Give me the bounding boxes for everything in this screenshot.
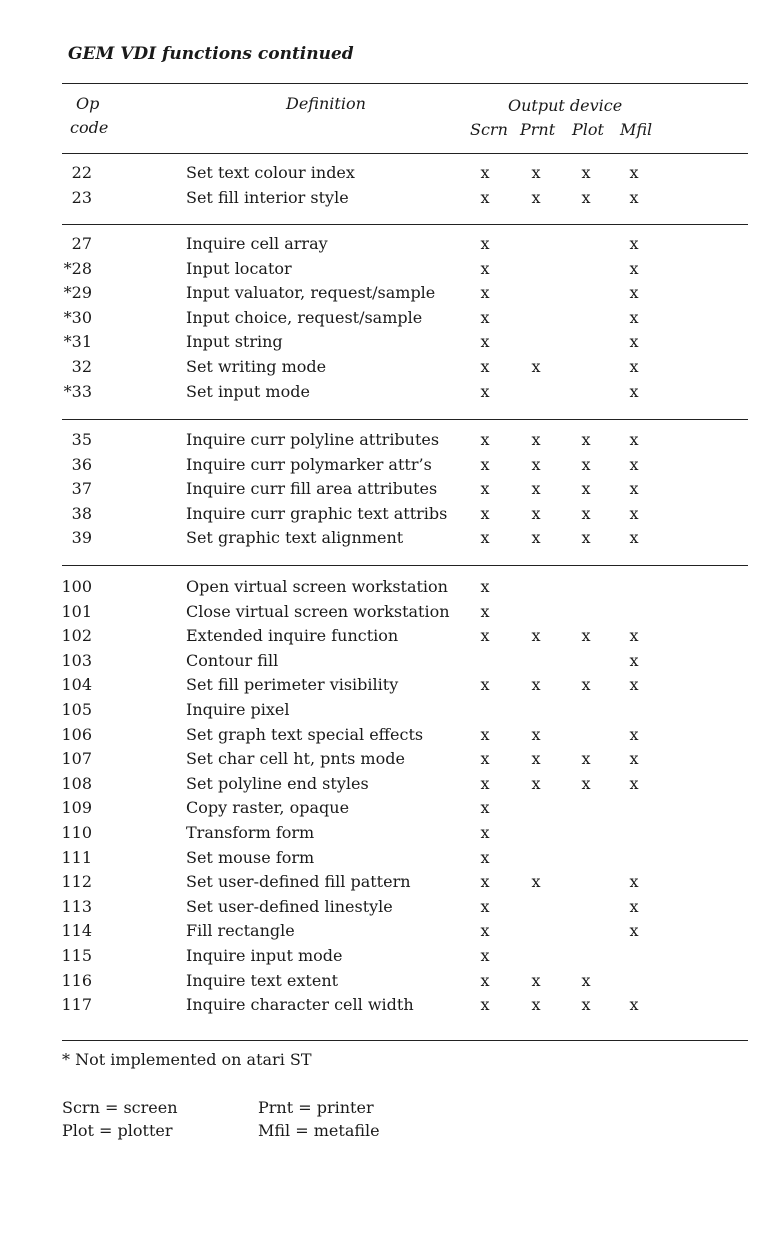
op-code: 23 [71, 187, 92, 207]
definition: Inquire curr fill area attributes [186, 479, 438, 499]
device-mark-mfil: x [629, 332, 639, 352]
device-mark-mfil: x [629, 724, 639, 744]
definition: Inquire curr graphic text attribs [186, 503, 448, 523]
device-mark-plot: x [581, 675, 591, 695]
table-row [0, 798, 759, 822]
device-mark-scrn: x [480, 307, 490, 327]
table-row [0, 163, 759, 187]
device-mark-scrn: x [480, 357, 490, 376]
device-mark-plot: x [581, 187, 591, 207]
op-code: 116 [61, 970, 92, 990]
definition: Inquire text extent [186, 970, 339, 990]
device-mark-scrn: x [480, 724, 490, 744]
op-code: *28 [63, 258, 92, 278]
header-device-mfil: Mfil [620, 120, 653, 139]
device-mark-mfil: x [629, 187, 639, 207]
device-mark-scrn: x [480, 283, 490, 303]
device-mark-scrn: x [480, 921, 490, 941]
device-mark-mfil: x [629, 163, 639, 182]
device-mark-scrn: x [480, 381, 490, 401]
device-mark-mfil: x [629, 896, 639, 916]
device-mark-prnt: x [531, 995, 541, 1015]
device-mark-prnt: x [531, 479, 541, 499]
op-code: 105 [61, 700, 92, 719]
table-row [0, 749, 759, 773]
device-mark-prnt: x [531, 724, 541, 744]
table-row [0, 602, 759, 626]
table-row [0, 308, 759, 332]
header-definition: Definition [286, 94, 366, 113]
definition: Extended inquire function [186, 626, 399, 646]
device-mark-scrn: x [480, 773, 490, 793]
definition: Open virtual screen workstation [186, 577, 448, 596]
device-mark-scrn: x [480, 970, 490, 990]
group-divider [62, 224, 748, 225]
device-mark-mfil: x [629, 283, 639, 303]
table-row [0, 528, 759, 552]
definition: Inquire pixel [186, 700, 290, 719]
device-mark-prnt: x [531, 970, 541, 990]
definition: Set input mode [186, 381, 310, 401]
header-code: code [70, 118, 109, 137]
device-mark-prnt: x [531, 503, 541, 523]
device-mark-scrn: x [480, 847, 490, 867]
table-row [0, 259, 759, 283]
device-mark-scrn: x [480, 601, 490, 621]
op-code: 114 [61, 921, 92, 941]
definition: Set user-defined fill pattern [186, 872, 411, 892]
definition: Set char cell ht, pnts mode [186, 749, 405, 769]
device-mark-mfil: x [629, 872, 639, 892]
device-mark-scrn: x [480, 454, 490, 474]
key-plot: Plot = plotter [62, 1121, 173, 1140]
table-row [0, 725, 759, 749]
definition: Set fill interior style [186, 187, 349, 207]
table-row [0, 675, 759, 699]
definition: Contour fill [186, 650, 279, 670]
header-device-prnt: Prnt [520, 120, 556, 139]
definition: Inquire cell array [186, 234, 328, 253]
device-mark-plot: x [581, 995, 591, 1015]
op-code: 113 [61, 896, 92, 916]
op-code: 32 [71, 357, 92, 376]
device-mark-scrn: x [480, 430, 490, 449]
op-code: 39 [71, 528, 92, 548]
op-code: 117 [61, 995, 92, 1015]
device-mark-mfil: x [629, 381, 639, 401]
table-row [0, 455, 759, 479]
op-code: 22 [71, 163, 92, 182]
op-code: 103 [61, 650, 92, 670]
definition: Set writing mode [186, 357, 327, 376]
device-mark-prnt: x [531, 163, 541, 182]
device-mark-mfil: x [629, 773, 639, 793]
device-mark-prnt: x [531, 626, 541, 646]
device-mark-plot: x [581, 430, 591, 449]
table-row [0, 946, 759, 970]
definition: Set mouse form [186, 847, 315, 867]
header-output-device: Output device [508, 96, 623, 115]
definition: Input valuator, request/sample [186, 283, 436, 303]
device-mark-prnt: x [531, 872, 541, 892]
device-mark-prnt: x [531, 773, 541, 793]
device-mark-mfil: x [629, 479, 639, 499]
device-mark-mfil: x [629, 357, 639, 376]
definition: Inquire character cell width [186, 995, 414, 1015]
device-mark-mfil: x [629, 454, 639, 474]
op-code: 115 [61, 946, 92, 965]
table-row [0, 823, 759, 847]
op-code: 112 [61, 872, 92, 892]
device-mark-plot: x [581, 749, 591, 769]
table-row [0, 188, 759, 212]
device-mark-mfil: x [629, 749, 639, 769]
op-code: 108 [61, 773, 92, 793]
device-mark-plot: x [581, 773, 591, 793]
device-mark-scrn: x [480, 258, 490, 278]
key-mfil: Mfil = metafile [258, 1121, 380, 1140]
device-mark-scrn: x [480, 187, 490, 207]
definition: Transform form [186, 823, 315, 842]
definition: Input choice, request/sample [186, 307, 423, 327]
device-mark-plot: x [581, 528, 591, 548]
device-mark-mfil: x [629, 234, 639, 253]
device-mark-plot: x [581, 454, 591, 474]
op-code: *33 [63, 381, 92, 401]
definition: Set fill perimeter visibility [186, 675, 399, 695]
definition: Inquire curr polyline attributes [186, 430, 440, 449]
device-mark-prnt: x [531, 749, 541, 769]
device-mark-scrn: x [480, 675, 490, 695]
device-mark-scrn: x [480, 503, 490, 523]
op-code: 104 [61, 675, 92, 695]
device-mark-prnt: x [531, 454, 541, 474]
page-title: GEM VDI functions continued [68, 44, 354, 64]
table-row [0, 872, 759, 896]
definition: Inquire curr polymarker attr’s [186, 454, 432, 474]
device-mark-scrn: x [480, 332, 490, 352]
definition: Set graph text special effects [186, 724, 424, 744]
table-row [0, 995, 759, 1019]
device-mark-prnt: x [531, 187, 541, 207]
op-code: 110 [61, 823, 92, 842]
op-code: 36 [71, 454, 92, 474]
table-row [0, 971, 759, 995]
op-code: 111 [61, 847, 92, 867]
device-mark-mfil: x [629, 675, 639, 695]
device-mark-scrn: x [480, 749, 490, 769]
op-code: 109 [61, 798, 92, 818]
device-mark-mfil: x [629, 528, 639, 548]
footnote: * Not implemented on atari ST [62, 1050, 312, 1069]
definition: Set text colour index [186, 163, 355, 182]
device-mark-mfil: x [629, 430, 639, 449]
table-row [0, 357, 759, 381]
op-code: 101 [61, 601, 92, 621]
device-mark-scrn: x [480, 626, 490, 646]
device-mark-mfil: x [629, 258, 639, 278]
op-code: 100 [61, 577, 92, 596]
top-rule [62, 83, 748, 84]
table-row [0, 504, 759, 528]
op-code: *30 [63, 307, 92, 327]
device-mark-mfil: x [629, 650, 639, 670]
table-row [0, 700, 759, 724]
group-divider [62, 565, 748, 566]
device-mark-plot: x [581, 163, 591, 182]
table-row [0, 651, 759, 675]
op-code: 27 [71, 234, 92, 253]
device-mark-prnt: x [531, 430, 541, 449]
definition: Set polyline end styles [186, 773, 369, 793]
group-divider [62, 153, 748, 154]
device-mark-prnt: x [531, 528, 541, 548]
table-row [0, 626, 759, 650]
device-mark-mfil: x [629, 307, 639, 327]
device-mark-mfil: x [629, 995, 639, 1015]
op-code: 35 [71, 430, 92, 449]
device-mark-scrn: x [480, 995, 490, 1015]
definition: Input locator [186, 258, 292, 278]
key-prnt: Prnt = printer [258, 1098, 374, 1117]
header-device-scrn: Scrn [470, 120, 508, 139]
device-mark-plot: x [581, 479, 591, 499]
group-divider [62, 419, 748, 420]
device-mark-scrn: x [480, 234, 490, 253]
device-mark-scrn: x [480, 577, 490, 596]
table-row [0, 897, 759, 921]
bottom-rule [62, 1040, 748, 1041]
device-mark-plot: x [581, 626, 591, 646]
table-row [0, 234, 759, 258]
op-code: 106 [61, 724, 92, 744]
device-mark-mfil: x [629, 626, 639, 646]
table-row [0, 921, 759, 945]
definition: Set user-defined linestyle [186, 896, 393, 916]
table-row [0, 577, 759, 601]
op-code: 102 [61, 626, 92, 646]
device-mark-plot: x [581, 503, 591, 523]
device-mark-scrn: x [480, 946, 490, 965]
device-mark-scrn: x [480, 163, 490, 182]
table-row [0, 382, 759, 406]
definition: Set graphic text alignment [186, 528, 404, 548]
definition: Close virtual screen workstation [186, 601, 450, 621]
device-mark-scrn: x [480, 823, 490, 842]
op-code: 37 [71, 479, 92, 499]
op-code: 38 [71, 503, 92, 523]
key-scrn: Scrn = screen [62, 1098, 178, 1117]
device-mark-prnt: x [531, 675, 541, 695]
device-mark-scrn: x [480, 798, 490, 818]
definition: Fill rectangle [186, 921, 295, 941]
op-code: *31 [63, 332, 92, 352]
table-row [0, 479, 759, 503]
op-code: *29 [63, 283, 92, 303]
device-mark-scrn: x [480, 528, 490, 548]
header-device-plot: Plot [572, 120, 604, 139]
op-code: 107 [61, 749, 92, 769]
device-mark-prnt: x [531, 357, 541, 376]
device-mark-scrn: x [480, 872, 490, 892]
header-op: Op [76, 94, 100, 113]
definition: Input string [186, 332, 283, 352]
definition: Copy raster, opaque [186, 798, 350, 818]
table-row [0, 848, 759, 872]
device-mark-mfil: x [629, 921, 639, 941]
table-row [0, 332, 759, 356]
device-mark-plot: x [581, 970, 591, 990]
device-mark-mfil: x [629, 503, 639, 523]
definition: Inquire input mode [186, 946, 343, 965]
device-mark-scrn: x [480, 896, 490, 916]
device-mark-scrn: x [480, 479, 490, 499]
table-row [0, 283, 759, 307]
table-row [0, 430, 759, 454]
table-row [0, 774, 759, 798]
